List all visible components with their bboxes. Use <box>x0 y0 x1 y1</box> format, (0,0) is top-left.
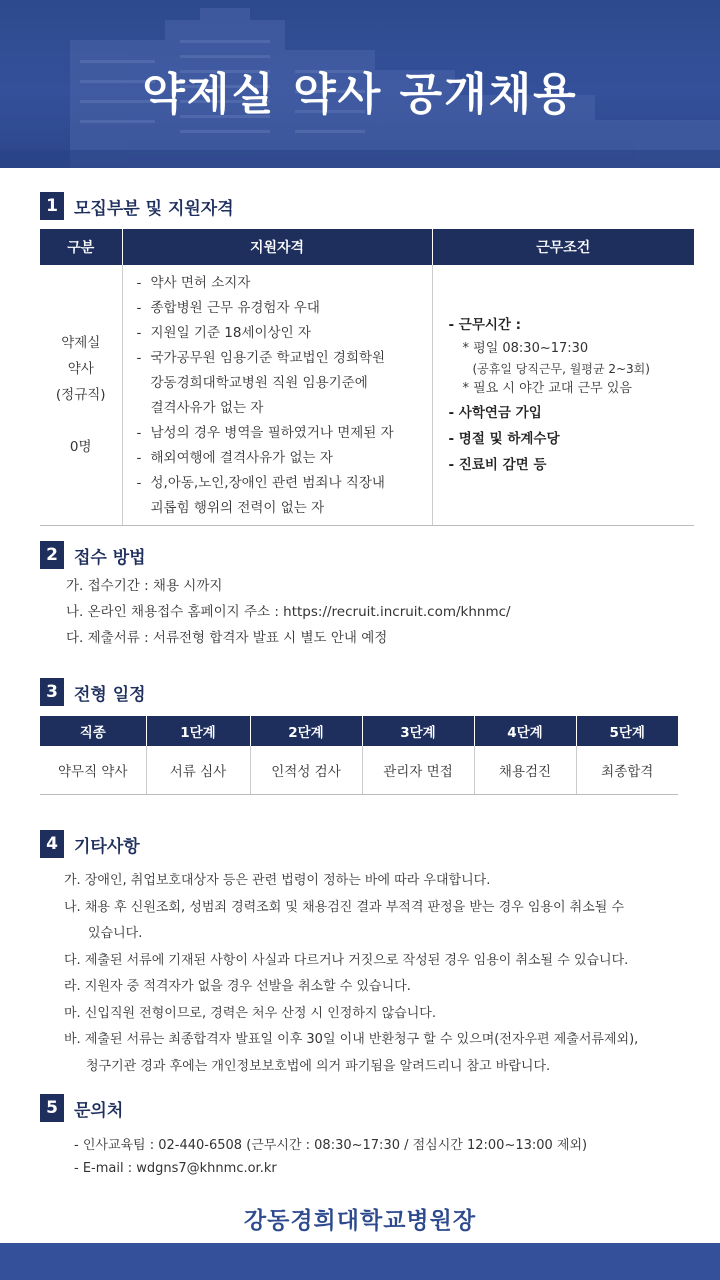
note-item-cont: 청구기관 경과 후에는 개인정보보호법에 의거 파기됨을 알려드리니 참고 바랍니다. <box>86 1058 551 1074</box>
section-title: 기타사항 <box>74 836 140 857</box>
contact-info <box>74 1134 587 1180</box>
schedule-job: 약무직 약사 <box>40 746 146 794</box>
note-item: 라. 지원자 중 적격자가 없을 경우 선발을 취소할 수 있습니다. <box>64 979 411 994</box>
category-line: 약사 <box>67 361 94 377</box>
application-method <box>66 573 511 651</box>
note-item: 마. 신입직원 전형이므로, 경력은 처우 산정 시 인정하지 않습니다. <box>64 1005 436 1021</box>
section-title: 문의처 <box>74 1100 124 1121</box>
page-title: 약제실 약사 공개채용 <box>142 69 578 120</box>
header-qualifications: 지원자격 <box>122 229 432 265</box>
header-step: 1단계 <box>146 716 250 746</box>
section-number: 2 <box>40 541 64 569</box>
header-step: 5단계 <box>576 716 678 746</box>
work-hours-label: - 근무시간 : <box>448 317 522 333</box>
qualification-item: - 남성의 경우 병역을 필하였거나 면제된 자 <box>136 425 394 441</box>
section-title: 전형 일정 <box>74 684 146 705</box>
category-line: 약제실 <box>61 335 101 351</box>
header-category: 구분 <box>40 229 122 265</box>
header-step: 3단계 <box>362 716 474 746</box>
schedule-step: 채용검진 <box>474 746 576 794</box>
qualification-item: - 성,아동,노인,장애인 관련 범죄나 직장내 <box>136 475 385 491</box>
category-count: 0명 <box>69 439 92 455</box>
contact-phone: - 인사교육팀 : 02-440-6508 (근무시간 : 08:30~17:30 / 점심시간 12:00~13:00 제외) <box>74 1138 588 1153</box>
section-number: 1 <box>40 192 64 220</box>
note-item: 나. 채용 후 신원조회, 성범죄 경력조회 및 채용검진 결과 부적격 판정을 받는 경우 임용이 취소될 수 <box>64 899 625 915</box>
weekday-hours: * 평일 08:30~17:30 <box>462 341 589 356</box>
qualification-item: - 약사 면허 소지자 <box>136 275 251 291</box>
header-job: 직종 <box>40 716 146 746</box>
qualification-item: - 종합병원 근무 유경험자 우대 <box>136 300 320 316</box>
qualification-table <box>40 229 694 526</box>
section-4-header <box>40 830 140 858</box>
qualifications-cell <box>122 265 432 526</box>
holiday-note: (공휴일 당직근무, 월평균 2~3회) <box>472 362 650 376</box>
night-shift-note: * 필요 시 야간 교대 근무 있음 <box>462 381 632 396</box>
section-number: 4 <box>40 830 64 858</box>
method-period: 가. 접수기간 : 채용 시까지 <box>66 578 223 594</box>
method-documents: 다. 제출서류 : 서류전형 합격자 발표 시 별도 안내 예정 <box>66 630 388 646</box>
issuer-name: 강동경희대학교병원장 <box>243 1208 477 1234</box>
header-banner <box>0 0 720 168</box>
note-item: 가. 장애인, 취업보호대상자 등은 관련 법령이 정하는 바에 따라 우대합니다. <box>64 873 491 888</box>
section-title: 모집부분 및 지원자격 <box>74 198 234 219</box>
section-title: 접수 방법 <box>74 547 146 568</box>
qualification-item-cont: 결격사유가 없는 자 <box>150 400 264 416</box>
section-number: 3 <box>40 678 64 706</box>
footer-bar <box>0 1243 720 1280</box>
note-item: 바. 제출된 서류는 최종합격자 발표일 이후 30일 이내 반환청구 할 수 있으며(전자우편 제출서류제외), <box>64 1032 639 1047</box>
contact-email: - E-mail : wdgns7@khnmc.or.kr <box>74 1161 277 1176</box>
schedule-step: 서류 심사 <box>146 746 250 794</box>
note-item: 다. 제출된 서류에 기재된 사항이 사실과 다르거나 거짓으로 작성된 경우 임용이 취소될 수 있습니다. <box>64 952 629 968</box>
qualification-item-cont: 괴롭힘 행위의 전력이 없는 자 <box>150 500 325 516</box>
schedule-step: 인적성 검사 <box>250 746 362 794</box>
section-2-header <box>40 541 146 569</box>
pension-benefit: - 사학연금 가입 <box>448 405 542 421</box>
qualification-item: - 지원일 기준 18세이상인 자 <box>136 325 311 341</box>
section-1-header <box>40 192 234 220</box>
method-online-url: 나. 온라인 채용접수 홈페이지 주소 : https://recruit.incruit.com/khnmc/ <box>66 604 511 620</box>
qualification-item: - 해외여행에 결격사유가 없는 자 <box>136 450 333 466</box>
schedule-step: 관리자 면접 <box>362 746 474 794</box>
medical-benefit: - 진료비 감면 등 <box>448 457 547 473</box>
section-5-header <box>40 1094 123 1122</box>
header-step: 4단계 <box>474 716 576 746</box>
note-item-cont: 있습니다. <box>88 926 143 941</box>
header-conditions: 근무조건 <box>432 229 694 265</box>
category-cell <box>40 265 122 526</box>
header-step: 2단계 <box>250 716 362 746</box>
bonus-benefit: - 명절 및 하계수당 <box>448 431 560 447</box>
schedule-table <box>40 716 678 795</box>
schedule-step: 최종합격 <box>576 746 678 794</box>
category-line: (정규직) <box>55 387 106 403</box>
section-number: 5 <box>40 1094 64 1122</box>
other-notes <box>64 868 638 1080</box>
qualification-item: - 국가공무원 임용기준 학교법인 경희학원 <box>136 350 386 366</box>
section-3-header <box>40 678 146 706</box>
conditions-cell <box>432 265 694 526</box>
qualification-item-cont: 강동경희대학교병원 직원 임용기준에 <box>150 375 368 391</box>
